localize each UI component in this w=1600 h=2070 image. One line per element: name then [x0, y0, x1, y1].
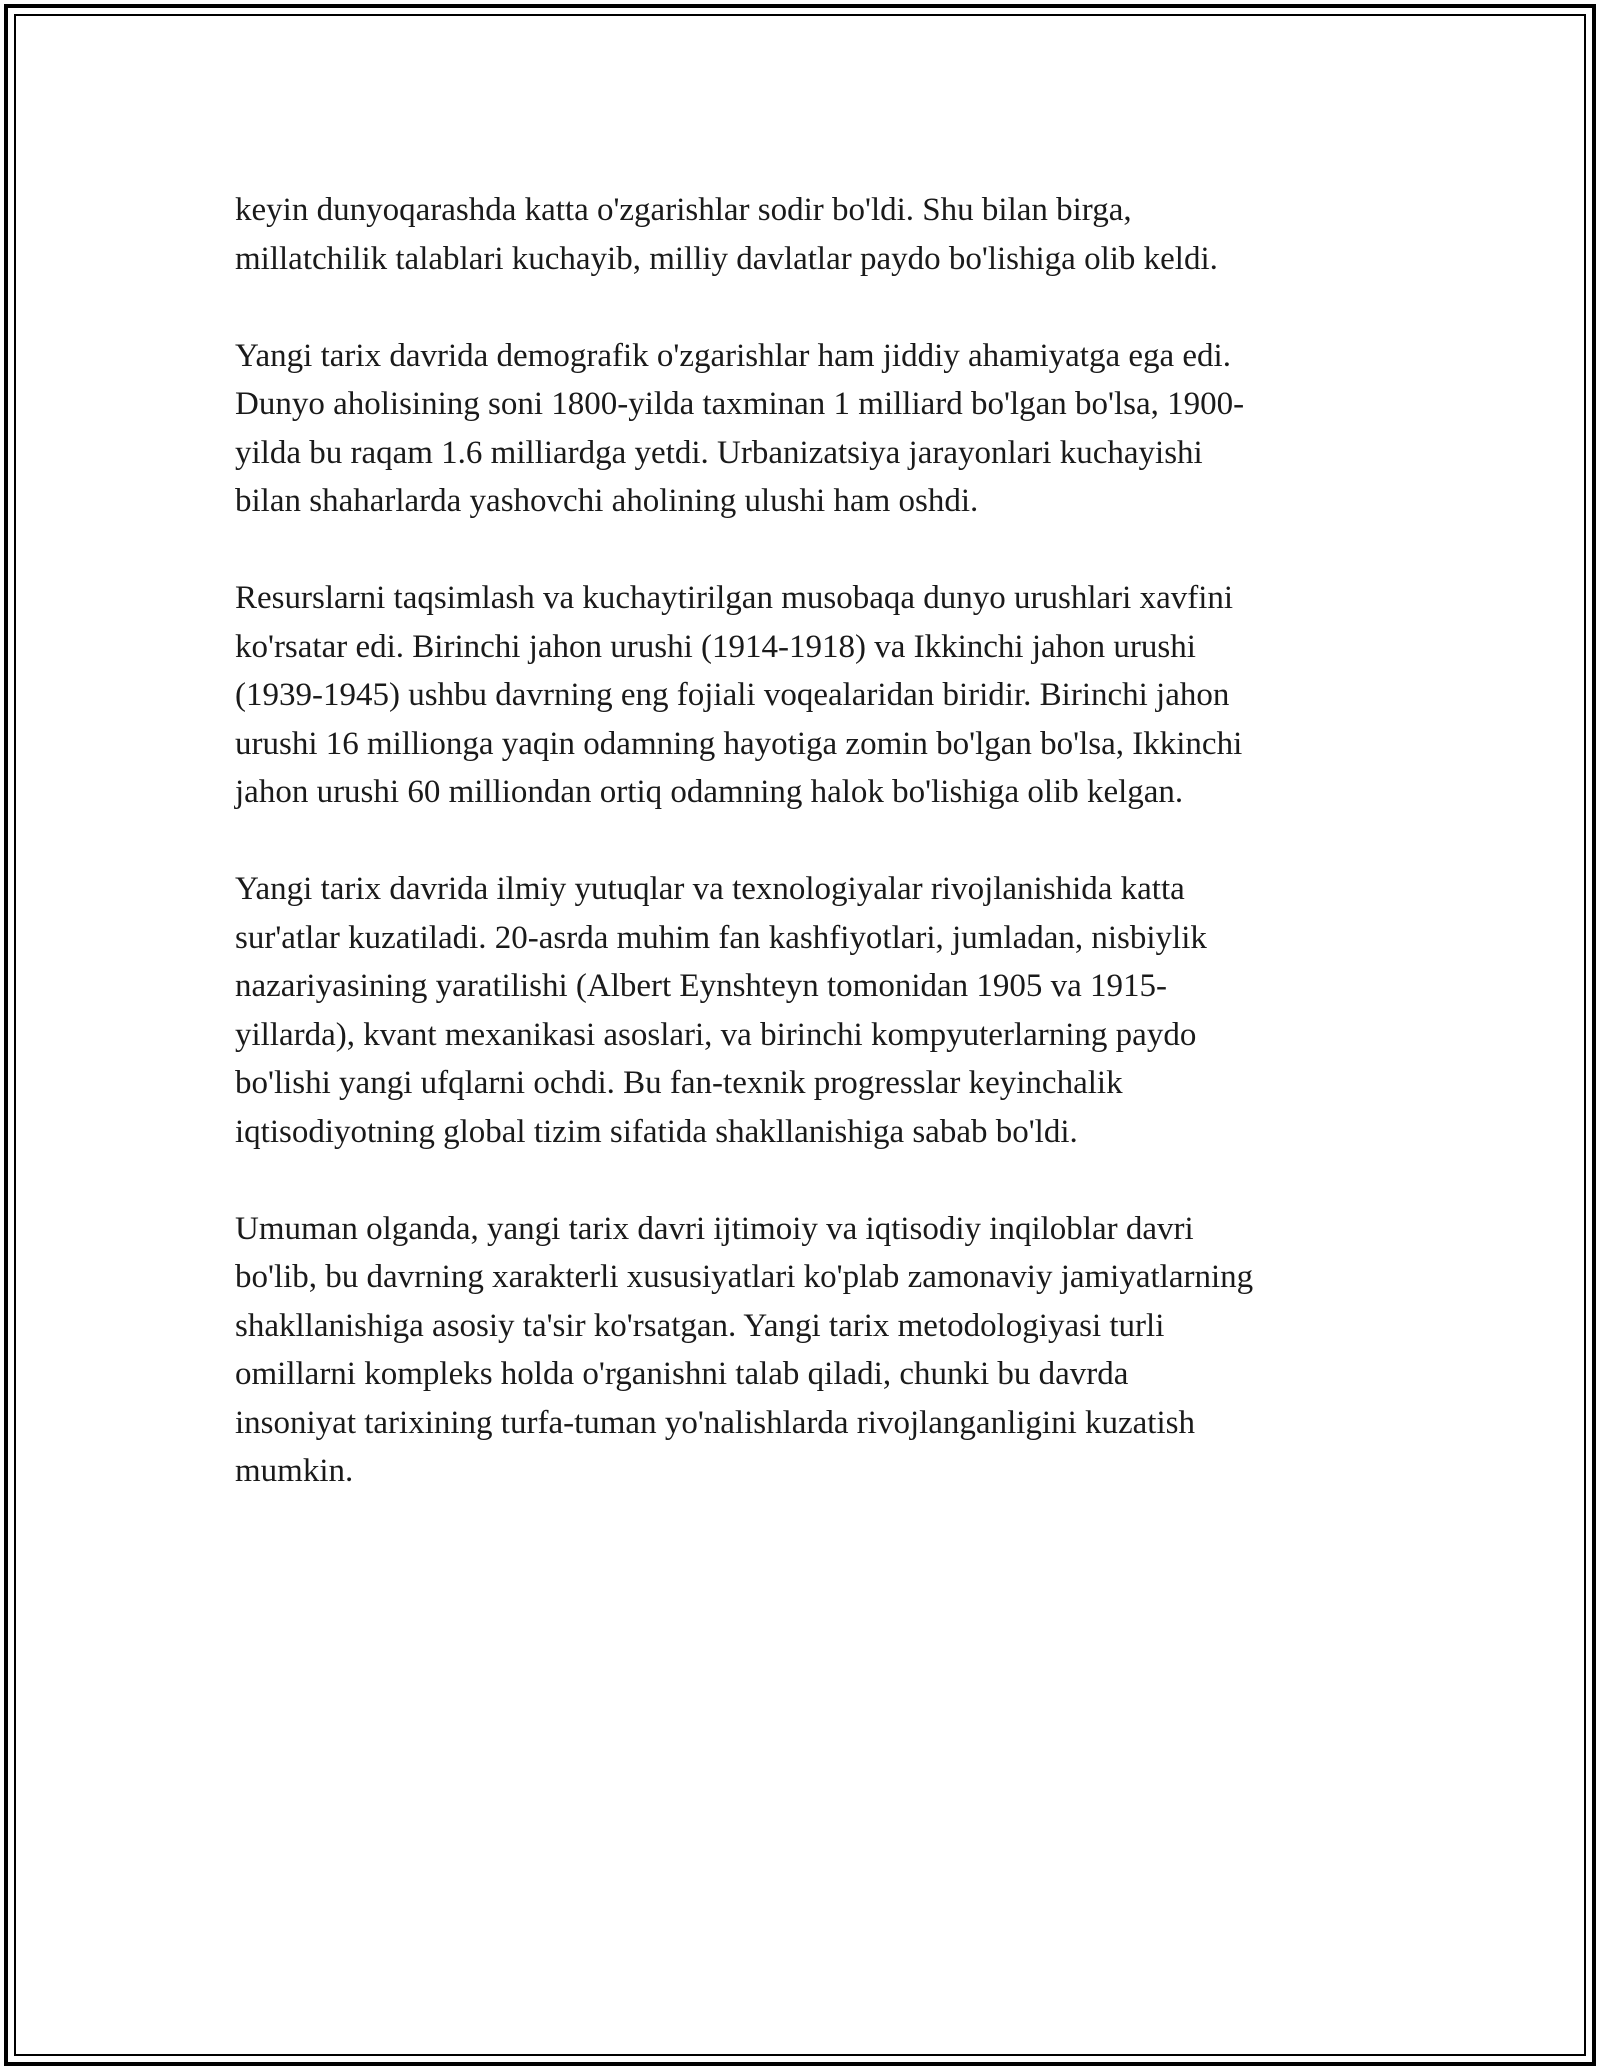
paragraph-2: Yangi tarix davrida demografik o'zgarishlar ham jiddiy ahamiyatga ega edi. Dunyo aholisining soni 1800-yilda taxminan 1 milliard bo'lgan bo'lsa, 1900- yilda bu raqam 1.6 milliardga yetdi. Urbanizatsiya jarayonlari kuchayishi bilan shaharlarda yashovchi aholining ulushi ham oshdi.	[235, 337, 1245, 519]
document-body	[235, 186, 1395, 1544]
paragraph-1: keyin dunyoqarashda katta o'zgarishlar sodir bo'ldi. Shu bilan birga, millatchilik talablari kuchayib, milliy davlatlar paydo bo'lishiga olib keldi.	[235, 192, 1218, 277]
paragraph-4: Yangi tarix davrida ilmiy yutuqlar va texnologiyalar rivojlanishida katta sur'atlar kuzatiladi. 20-asrda muhim fan kashfiyotlari, jumladan, nisbiylik nazariyasining yaratilishi (Albert Eynshteyn tomonidan 1905 va 1915- yillarda), kvant mexanikasi asoslari, va birinchi kompyuterlarning paydo bo'lishi yangi ufqlarni ochdi. Bu fan-texnik progresslar keyinchalik iqtisodiyotning global tizim sifatida shakllanishiga sabab bo'ldi.	[235, 871, 1207, 1150]
paragraph-3: Resurslarni taqsimlash va kuchaytirilgan musobaqa dunyo urushlari xavfini ko'rsatar edi. Birinchi jahon urushi (1914-1918) va Ikkinchi jahon urushi (1939-1945) ushbu davrning eng fojiali voqealaridan biridir. Birinchi jahon urushi 16 millionga yaqin odamning hayotiga zomin bo'lgan bo'lsa, Ikkinchi jahon urushi 60 milliondan ortiq odamning halok bo'lishiga olib kelgan.	[235, 580, 1243, 810]
paragraph-5: Umuman olganda, yangi tarix davri ijtimoiy va iqtisodiy inqiloblar davri bo'lib, bu davrning xarakterli xususiyatlari ko'plab zamonaviy jamiyatlarning shakllanishiga asosiy ta'sir ko'rsatgan. Yangi tarix metodologiyasi turli omillarni kompleks holda o'rganishni talab qiladi, chunki bu davrda insoniyat tarixining turfa-tuman yo'nalishlarda rivojlanganligini kuzatish mumkin.	[235, 1210, 1254, 1489]
